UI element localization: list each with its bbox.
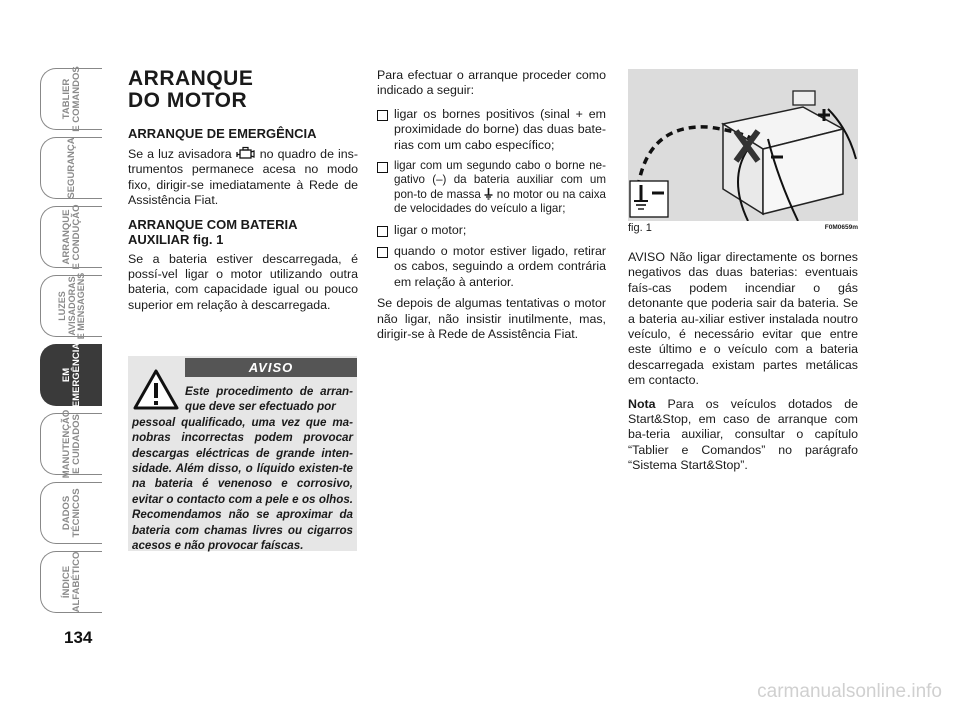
text: no quadro de ins-trumentos permanece acesa no modo fixo, dirigir-se imediatamente à Rede de Assistência Fiat. [128, 147, 358, 208]
tab-manutencao[interactable] [40, 409, 102, 479]
note-label: Nota [628, 396, 656, 411]
tab-indice[interactable] [40, 551, 102, 613]
tab-label: ÍNDICE ALFABÉTICO [60, 551, 82, 613]
tab-label: SEGURANÇA [65, 137, 77, 199]
tab-luzes[interactable] [40, 272, 102, 340]
text: ligar os bornes positivos (sinal + em proximidade do borne) das duas bate-rias com um cabo específico; [394, 106, 606, 152]
title-line: ARRANQUE [128, 67, 254, 90]
tab-seguranca[interactable] [40, 137, 102, 199]
warning-header: AVISO [185, 358, 357, 377]
list-item [377, 223, 606, 238]
tab-label: LUZES AVISADORAS E MENSAGENS [56, 272, 86, 340]
tab-label: DADOS TÉCNICOS [60, 488, 82, 538]
bullet-box-icon [377, 226, 388, 237]
ground-icon [484, 188, 493, 200]
figure-label: fig. 1 [628, 222, 652, 234]
bullet-box-icon [377, 162, 388, 173]
text: quando o motor estiver ligado, retirar os cabos, seguindo a ordem contrária em relação à anterior. [394, 244, 606, 289]
tab-label: ARRANQUE E CONDUÇÃO [60, 204, 82, 270]
text: ligar o motor; [394, 222, 467, 237]
warning-text-rest: pessoal qualificado, uma vez que ma-nobras incorrectas podem provocar descargas eléctricas de grande inten-sidade. Além disso, o líquido existen-te na bateria é venenoso e corrosivo, evitar o contacto com a pele e os olhos. Recomendamos não se aproximar da bateria com chamas livres ou cigarros acesos e não provocar faíscas. [132, 415, 353, 553]
figure-caption [628, 222, 858, 234]
bullet-box-icon [377, 110, 388, 121]
column-1 [128, 68, 358, 321]
figure-code: F0M0659m [824, 224, 858, 231]
tab-emergencia[interactable] [40, 344, 102, 406]
engine-warning-icon [236, 146, 256, 160]
watermark: carmanualsonline.info [757, 681, 942, 702]
paragraph [628, 397, 858, 474]
page-title [128, 68, 358, 112]
text: no motor ou na caixa de velocidades do veículo a ligar; [394, 187, 606, 216]
paragraph: Se a bateria estiver descarregada, é possí-vel ligar o motor utilizando outra bateria, com capacidade igual ou pouco superior em relação à descarregada. [128, 251, 358, 312]
warning-text-first: Este procedimento de arran-que deve ser efectuado por [185, 385, 353, 414]
text: ligar com um segundo cabo o borne ne-gativo (–) da bateria auxiliar com um pon-to de massa [394, 159, 606, 201]
section-heading: ARRANQUE COM BATERIA AUXILIAR fig. 1 [128, 216, 297, 247]
text: Se a luz avisadora [128, 147, 232, 161]
column-3 [628, 250, 858, 482]
list-item [377, 244, 606, 290]
text: Para os veículos dotados de Start&Stop, em caso de arranque com ba-teria auxiliar, consultar o capítulo “Tablier e Comandos” no parágrafo “Sistema Start&Stop”. [628, 396, 859, 473]
paragraph: AVISO Não ligar directamente os bornes negativos das duas baterias: eventuais faís-cas podem incendiar o gás detonante que poderia sair da bateria. Se a bateria au-xiliar estiver instalada noutro veículo, é necessário evitar que entre este último e o veículo com a bateria descarregada existam partes metálicas em contacto. [628, 250, 858, 388]
tab-arranque[interactable] [40, 206, 102, 268]
tab-dados[interactable] [40, 482, 102, 544]
page-number: 134 [64, 628, 93, 647]
column-2 [377, 68, 606, 351]
list-item [377, 159, 606, 217]
tab-label: TABLIER E COMANDOS [60, 66, 82, 132]
tab-label: MANUTENÇÃO E CUIDADOS [60, 409, 82, 479]
paragraph [128, 146, 358, 209]
list-item [377, 107, 606, 153]
bullet-box-icon [377, 247, 388, 258]
paragraph: Se depois de algumas tentativas o motor não ligar, não insistir inutilmente, mas, dirigir-se à Rede de Assistência Fiat. [377, 296, 606, 342]
warning-box [128, 356, 357, 551]
battery-jump-start-illustration [628, 69, 858, 221]
battery-figure [628, 69, 858, 221]
warning-text [132, 384, 353, 553]
tab-label: EM EMERGÊNCIA [60, 342, 82, 408]
paragraph: Para efectuar o arranque proceder como indicado a seguir: [377, 68, 606, 98]
section-heading: ARRANQUE DE EMERGÊNCIA [128, 126, 317, 141]
tab-tablier[interactable] [40, 68, 102, 130]
title-line: DO MOTOR [128, 89, 248, 112]
